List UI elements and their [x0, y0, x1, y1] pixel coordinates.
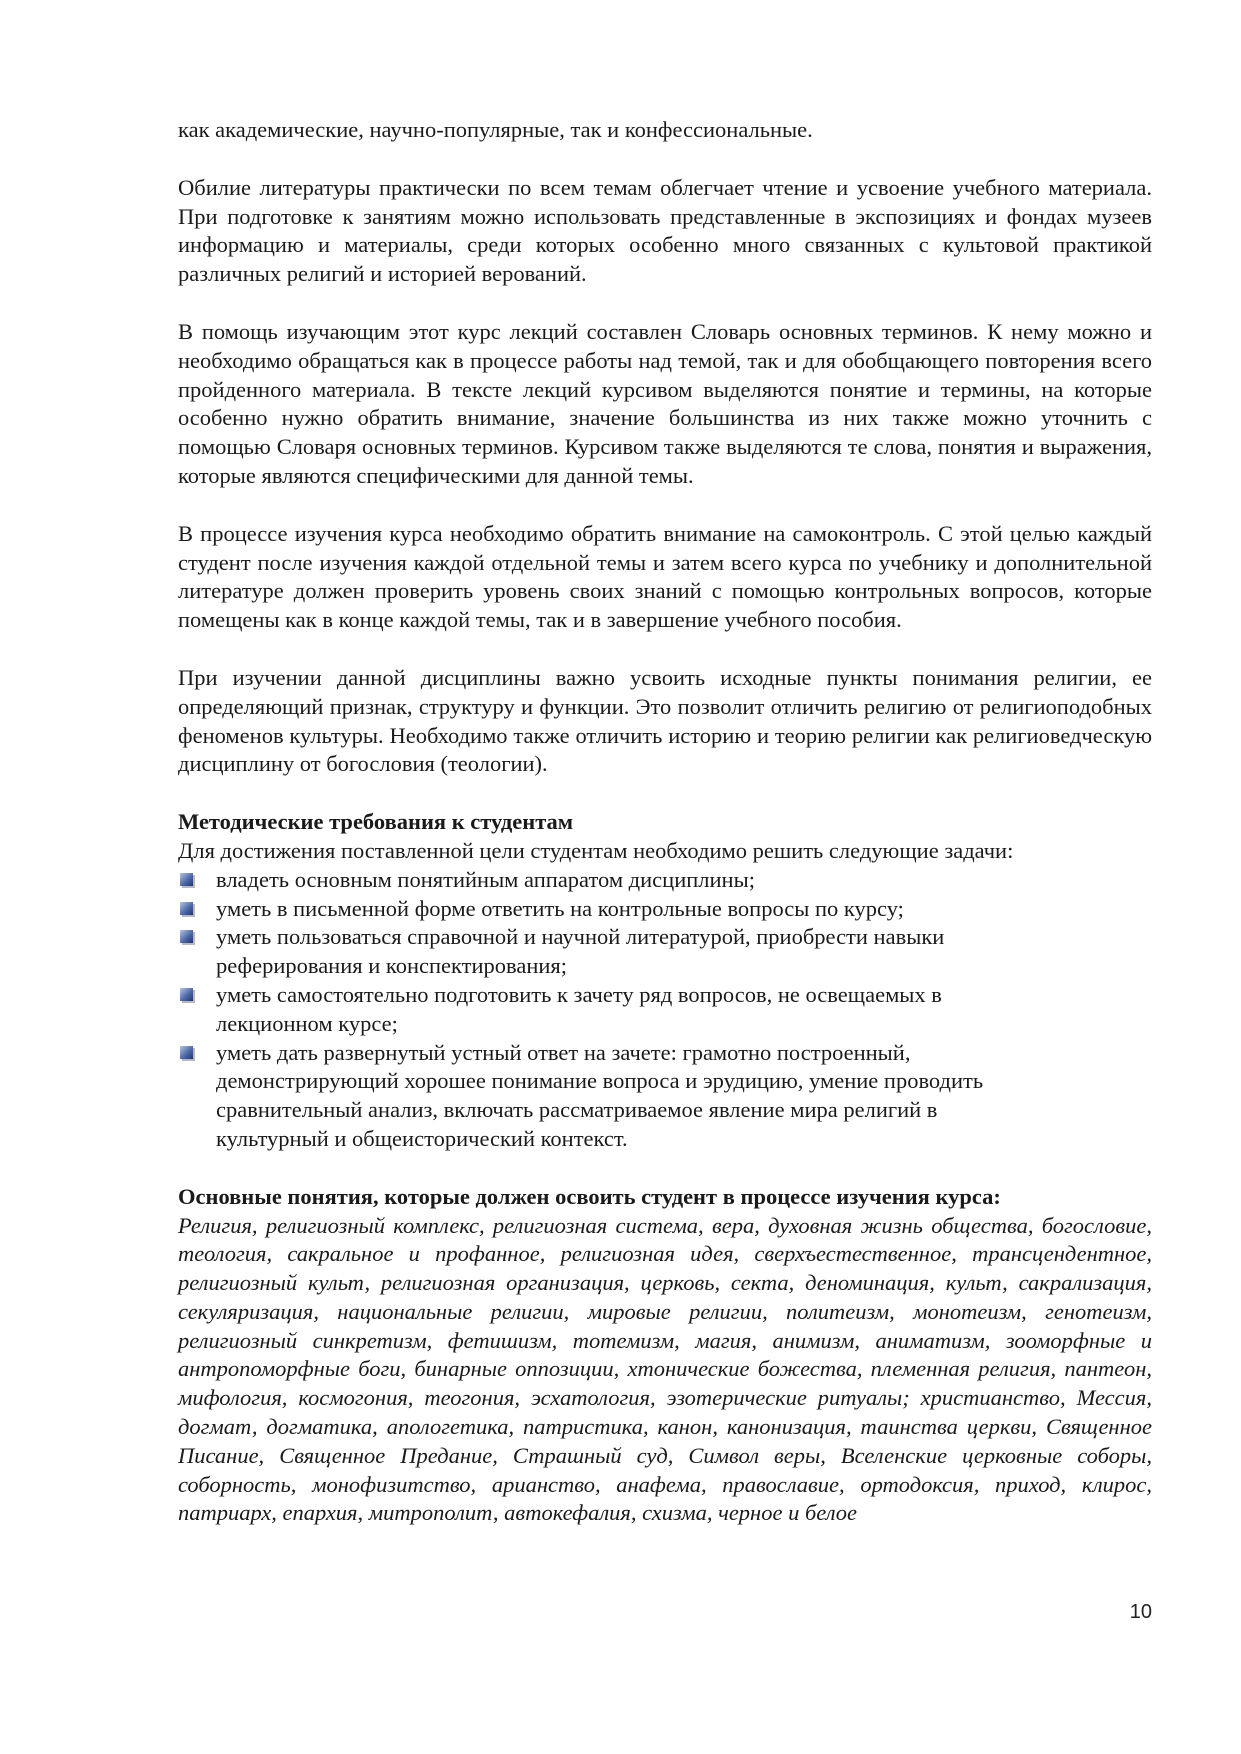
list-item-text: владеть основным понятийным аппаратом дисциплины;	[216, 866, 755, 892]
list-item-text: уметь самостоятельно подготовить к зачету ряд вопросов, не освещаемых в лекционном курсе;	[216, 981, 942, 1036]
concepts-list: Религия, религиозный комплекс, религиозная система, вера, духовная жизнь общества, богословие, теология, сакральное и профанное, религиозная идея, сверхъестественное, трансцендентное, религиозный культ, религиозная организация, церковь, секта, деноминация, культ, сакрализация, секуляризация, национальные религии, мировые религии, политеизм, монотеизм, генотеизм, религиозный синкретизм, фетишизм, тотемизм, магия, анимизм, аниматизм, зооморфные и антропоморфные боги, бинарные оппозиции, хтонические божества, племенная религия, пантеон, мифология, космогония, теогония, эсхатология, эзотерические ритуалы; христианство, Мессия, догмат, догматика, апологетика, патристика, канон, канонизация, таинства церкви, Священное Писание, Священное Предание, Страшный суд, Символ веры, Вселенские церковные соборы, соборность, монофизитство, арианство, анафема, православие, ортодоксия, приход, клирос, патриарх, епархия, митрополит, автокефалия, схизма, черное и белое	[178, 1212, 1152, 1526]
list-item-text: уметь дать развернутый устный ответ на зачете: грамотно построенный, демонстрирующий хорошее понимание вопроса и эрудицию, умение проводить сравнительный анализ, включать рассматриваемое явление мира религий в культурный и общеисторический контекст.	[216, 1039, 984, 1151]
list-item	[178, 895, 1152, 924]
paragraph-dictionary: В помощь изучающим этот курс лекций составлен Словарь основных терминов. К нему можно и необходимо обращаться как в процессе работы над темой, так и для обобщающего повторения всего пройденного материала. В тексте лекций курсивом выделяются понятие и термины, на которые особенно нужно обратить внимание, значение большинства из них также можно уточнить с помощью Словаря основных терминов. Курсивом также выделяются те слова, понятия и выражения, которые являются специфическими для данной темы.	[178, 318, 1152, 488]
square-bullet-icon	[180, 1046, 193, 1059]
square-bullet-icon	[180, 902, 193, 915]
concepts-section	[178, 1183, 1152, 1529]
list-item	[178, 866, 1152, 895]
list-item	[178, 981, 1152, 1039]
square-bullet-icon	[180, 873, 193, 886]
paragraph-literature-types: как академические, научно-популярные, так и конфессиональные.	[178, 117, 813, 142]
requirements-heading: Методические требования к студентам	[178, 809, 574, 835]
requirements-intro: Для достижения поставленной цели студентам необходимо решить следующие задачи:	[178, 837, 1014, 863]
paragraph-literature-abundance: Обилие литературы практически по всем темам облегчает чтение и усвоение учебного материала. При подготовке к занятиям можно использовать представленные в экспозициях и фондах музеев информацию и материалы, среди которых особенно много связанных с культовой практикой различных религий и историей верований.	[178, 174, 1152, 287]
paragraph-self-control: В процессе изучения курса необходимо обратить внимание на самоконтроль. С этой целью каждый студент после изучения каждой отдельной темы и затем всего курса по учебнику и дополнительной литературе должен проверить уровень своих знаний с помощью контрольных вопросов, которые помещены как в конце каждой темы, так и в завершение учебного пособия.	[178, 520, 1152, 633]
requirements-section	[178, 808, 1152, 1154]
document-page	[178, 116, 1152, 1528]
list-item	[178, 923, 1152, 981]
paragraph-discipline-basics: При изучении данной дисциплины важно усвоить исходные пункты понимания религии, ее определяющий признак, структуру и функции. Это позволит отличить религию от религиоподобных феноменов культуры. Необходимо также отличить историю и теорию религии как религиоведческую дисциплину от богословия (теологии).	[178, 664, 1152, 777]
concepts-heading: Основные понятия, которые должен освоить студент в процессе изучения курса:	[178, 1183, 1001, 1209]
square-bullet-icon	[180, 988, 193, 1001]
page-number: 10	[1129, 1601, 1152, 1623]
square-bullet-icon	[180, 930, 193, 943]
list-item-text: уметь пользоваться справочной и научной литературой, приобрести навыки реферирования и конспектирования;	[216, 924, 945, 979]
requirements-list	[178, 866, 1152, 1154]
list-item	[178, 1039, 1152, 1154]
list-item-text: уметь в письменной форме ответить на контрольные вопросы по курсу;	[216, 895, 904, 921]
